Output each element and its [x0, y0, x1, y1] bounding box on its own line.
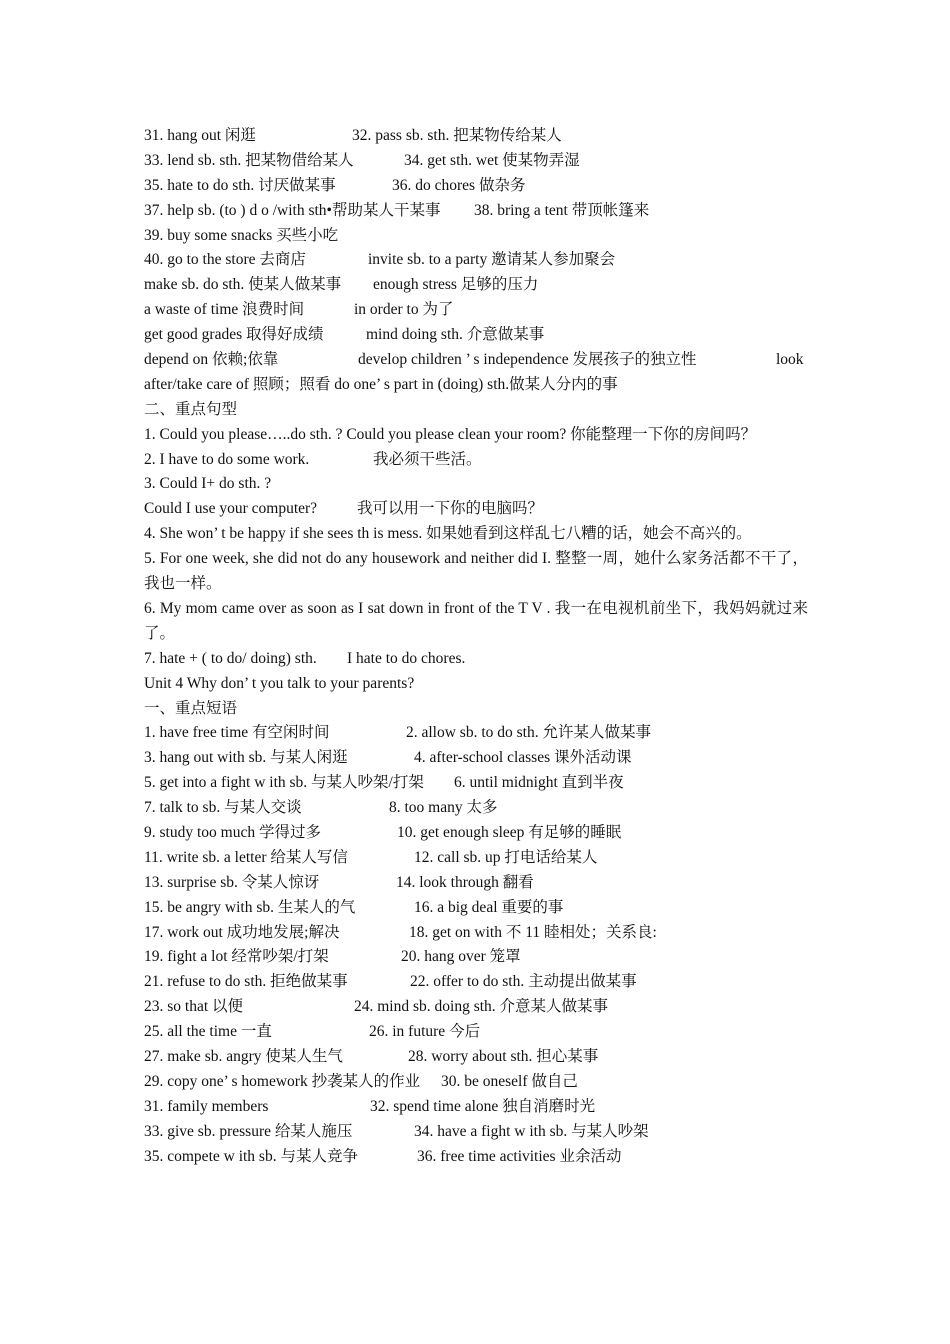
phrase-line [144, 1045, 808, 1070]
phrase-line [144, 273, 808, 298]
phrase-item: 17. work out 成功地发展;解决 [144, 923, 340, 941]
document-body [144, 124, 808, 1170]
phrase-item: 38. bring a tent 带顶帐篷来 [474, 201, 650, 219]
section-heading [144, 697, 808, 722]
phrase-line [144, 1020, 808, 1045]
phrase-item: depend on 依赖;依靠 [144, 351, 279, 369]
phrase-item: 16. a big deal 重要的事 [414, 898, 564, 916]
sentence-translation: 我必须干些活。 [373, 450, 482, 468]
phrase-item: 15. be angry with sb. 生某人的气 [144, 898, 356, 916]
phrase-item: 26. in future 今后 [369, 1023, 481, 1041]
phrase-item: 6. until midnight 直到半夜 [454, 774, 624, 792]
phrase-line [144, 771, 808, 796]
phrase-item: 10. get enough sleep 有足够的睡眠 [397, 824, 622, 842]
section-heading [144, 398, 808, 423]
sentence-text: 5. For one week, she did not do any housework and neither did I. 整整一周，她什么家务活都不干了，我也一样。 [144, 550, 808, 593]
sentence-text: 1. Could you please…..do sth. ? Could you please clean your room? 你能整理一下你的房间吗？ [144, 425, 757, 443]
phrase-item: invite sb. to a party 邀请某人参加聚会 [368, 251, 616, 269]
sentence-pattern [144, 597, 808, 647]
sentence-pattern [144, 472, 808, 497]
phrase-item: 20. hang over 笼罩 [401, 948, 521, 966]
unit-heading: Unit 4 Why don’ t you talk to your parents? [144, 674, 415, 692]
phrase-item: 33. give sb. pressure 给某人施压 [144, 1122, 353, 1140]
sentence-text: 2. I have to do some work. [144, 450, 310, 468]
phrase-line [144, 846, 808, 871]
phrase-item: 4. after-school classes 课外活动课 [414, 749, 632, 767]
phrase-item: 18. get on with 不 11 睦相处；关系良: [409, 923, 657, 941]
sentence-text: 6. My mom came over as soon as I sat down in front of the T V . 我一在电视机前坐下，我妈妈就过来了。 [144, 599, 808, 642]
phrase-item: 30. be oneself 做自己 [441, 1072, 578, 1090]
phrase-item: mind doing sth. 介意做某事 [366, 326, 545, 344]
phrase-item: 25. all the time 一直 [144, 1023, 272, 1041]
phrase-item: 29. copy one’ s homework 抄袭某人的作业 [144, 1072, 421, 1090]
phrase-item: make sb. do sth. 使某人做某事 [144, 276, 342, 294]
phrase-item: 32. spend time alone 独自消磨时光 [370, 1097, 596, 1115]
phrase-line [144, 1120, 808, 1145]
sentence-pattern [144, 497, 808, 522]
sentence-text: 7. hate + ( to do/ doing) sth. [144, 649, 317, 667]
sentence-pattern [144, 647, 808, 672]
section-title: 二、重点句型 [144, 400, 238, 418]
phrase-line [144, 995, 808, 1020]
phrase-item: enough stress 足够的压力 [373, 276, 539, 294]
phrase-line [144, 921, 808, 946]
phrase-line [144, 348, 808, 373]
phrase-item: 35. hate to do sth. 讨厌做某事 [144, 176, 336, 194]
phrase-line [144, 796, 808, 821]
phrase-item: 36. free time activities 业余活动 [417, 1147, 622, 1165]
phrase-line [144, 174, 808, 199]
phrase-item: look [776, 351, 804, 369]
phrase-item: 35. compete w ith sb. 与某人竞争 [144, 1147, 358, 1165]
phrase-item: 1. have free time 有空闲时间 [144, 724, 330, 742]
phrase-item: 40. go to the store 去商店 [144, 251, 306, 269]
phrase-item: 13. surprise sb. 令某人惊讶 [144, 873, 320, 891]
phrase-item: 31. family members [144, 1097, 269, 1115]
phrase-item: 22. offer to do sth. 主动提出做某事 [410, 973, 637, 991]
phrase-item: 34. have a fight w ith sb. 与某人吵架 [414, 1122, 649, 1140]
sentence-pattern [144, 522, 808, 547]
phrase-line [144, 199, 808, 224]
phrase-line [144, 124, 808, 149]
phrase-item: 23. so that 以便 [144, 998, 244, 1016]
unit-title [144, 672, 808, 697]
phrase-item: 34. get sth. wet 使某物弄湿 [404, 151, 580, 169]
phrase-item: in order to 为了 [354, 301, 454, 319]
sentence-pattern [144, 423, 808, 448]
sentence-translation: 我可以用一下你的电脑吗？ [357, 500, 544, 518]
phrase-item: 5. get into a fight w ith sb. 与某人吵架/打架 [144, 774, 424, 792]
phrase-item: 31. hang out 闲逛 [144, 127, 256, 144]
phrase-line [144, 1070, 808, 1095]
phrase-item: 21. refuse to do sth. 拒绝做某事 [144, 973, 348, 991]
phrase-item: develop children ’ s independence 发展孩子的独立性 [358, 351, 697, 369]
phrase-item: 3. hang out with sb. 与某人闲逛 [144, 749, 348, 767]
phrase-item: 9. study too much 学得过多 [144, 824, 321, 842]
phrase-line [144, 149, 808, 174]
phrase-line [144, 1095, 808, 1120]
phrase-line [144, 224, 808, 249]
phrase-item: 39. buy some snacks 买些小吃 [144, 226, 339, 244]
phrase-item: a waste of time 浪费时间 [144, 301, 305, 319]
phrase-line [144, 970, 808, 995]
phrase-line [144, 821, 808, 846]
phrase-item: 12. call sb. up 打电话给某人 [414, 848, 598, 866]
phrase-line [144, 945, 808, 970]
sentence-text: Could I use your computer? [144, 500, 318, 518]
phrase-item: 32. pass sb. sth. 把某物传给某人 [352, 127, 562, 144]
phrase-item: 37. help sb. (to ) d o /with sth•帮助某人干某事 [144, 201, 441, 219]
phrase-item: 33. lend sb. sth. 把某物借给某人 [144, 151, 354, 169]
phrase-item: 7. talk to sb. 与某人交谈 [144, 799, 302, 817]
phrase-item: 14. look through 翻看 [396, 873, 534, 891]
phrase-line [144, 721, 808, 746]
sentence-translation: I hate to do chores. [347, 649, 466, 667]
phrase-line [144, 248, 808, 273]
sentence-pattern [144, 448, 808, 473]
phrase-line [144, 896, 808, 921]
phrase-item: 28. worry about sth. 担心某事 [408, 1048, 599, 1066]
phrase-line [144, 871, 808, 896]
sentence-text: 3. Could I+ do sth. ? [144, 475, 272, 493]
phrase-item: get good grades 取得好成绩 [144, 326, 324, 344]
phrase-item: 11. write sb. a letter 给某人写信 [144, 848, 348, 866]
phrase-line [144, 298, 808, 323]
phrase-line [144, 373, 808, 398]
phrase-item: 19. fight a lot 经常吵架/打架 [144, 948, 329, 966]
phrase-item: 24. mind sb. doing sth. 介意某人做某事 [354, 998, 609, 1016]
phrase-line [144, 1145, 808, 1170]
phrase-line [144, 746, 808, 771]
phrase-item: 27. make sb. angry 使某人生气 [144, 1048, 343, 1066]
phrase-item: 8. too many 太多 [389, 799, 498, 817]
phrase-item: 2. allow sb. to do sth. 允许某人做某事 [406, 724, 651, 742]
sentence-text: 4. She won’ t be happy if she sees th is mess. 如果她看到这样乱七八糟的话，她会不高兴的。 [144, 525, 752, 543]
phrase-item: 36. do chores 做杂务 [392, 176, 526, 194]
section-title: 一、重点短语 [144, 699, 238, 717]
phrase-line [144, 323, 808, 348]
sentence-pattern [144, 547, 808, 597]
phrase-item: after/take care of 照顾；照看 do one’ s part in (doing) sth.做某人分内的事 [144, 375, 618, 393]
